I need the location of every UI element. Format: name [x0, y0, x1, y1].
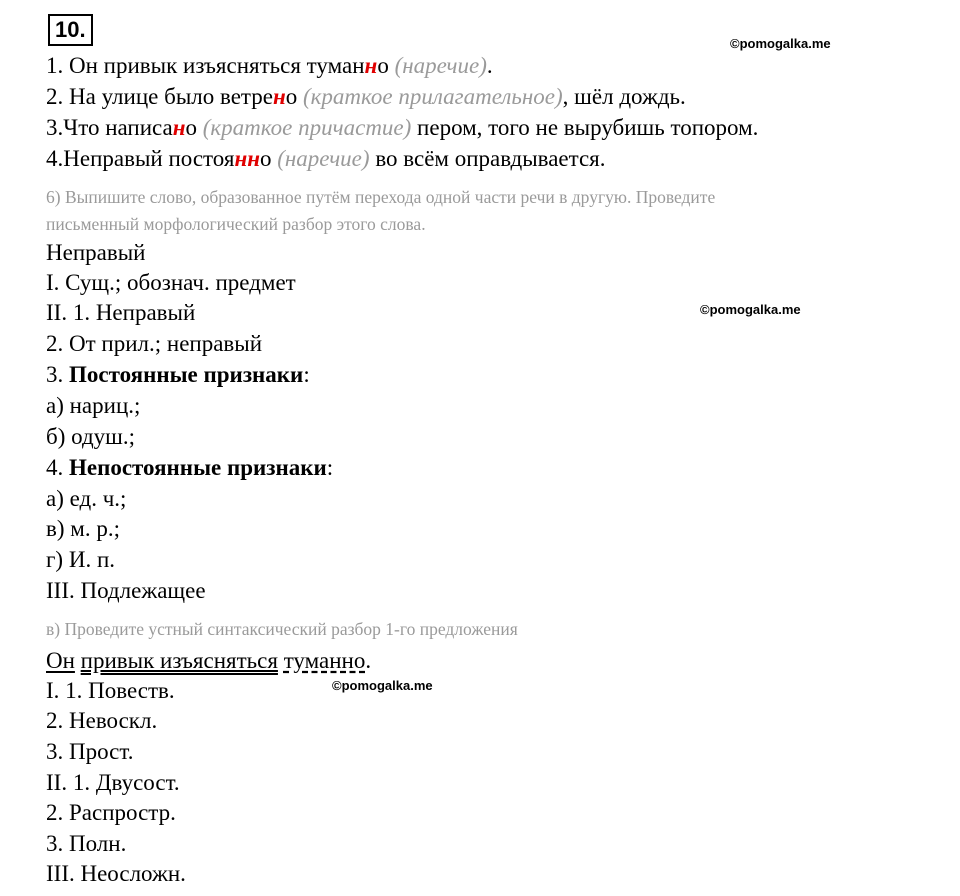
- sentence-text: во всём оправдывается.: [369, 146, 606, 171]
- sentence-text: о: [259, 146, 272, 171]
- colon: :: [303, 362, 310, 387]
- sentence-text: о: [185, 115, 198, 140]
- syntax-line: 3. Полн.: [46, 831, 127, 856]
- adverbial: туманно: [283, 648, 366, 673]
- syntax-line: 2. Невоскл.: [46, 708, 158, 733]
- morph-word: Неправый: [46, 240, 146, 265]
- morph-line: а) нариц.;: [46, 393, 141, 418]
- sentence-text: .: [486, 53, 493, 78]
- syntax-line: 3. Прост.: [46, 739, 134, 764]
- period: .: [365, 648, 372, 673]
- syntax-line: I. 1. Повеств.: [46, 678, 175, 703]
- part-of-speech-note: (наречие): [394, 53, 487, 78]
- morph-line: 2. От прил.; неправый: [46, 331, 263, 356]
- morph-line-constant-features: [46, 362, 310, 388]
- subject: Он: [46, 648, 75, 673]
- watermark: ©pomogalka.me: [700, 302, 801, 317]
- sentence-text: 2. На улице было ветре: [46, 84, 273, 109]
- sentence-text: о: [377, 53, 389, 78]
- part-of-speech-note: (краткое причастие): [202, 115, 412, 140]
- sentence-4: [46, 146, 606, 172]
- morph-line: в) м. р.;: [46, 516, 120, 541]
- sentence-text: о: [285, 84, 298, 109]
- syntax-line: 2. Распростр.: [46, 800, 176, 825]
- morph-line: г) И. п.: [46, 547, 116, 572]
- list-number: 4.: [46, 455, 69, 480]
- colon: :: [326, 455, 334, 480]
- predicate: привык изъясняться: [80, 648, 278, 673]
- syntax-line: III. Неосложн.: [46, 861, 186, 886]
- syntax-sentence: [46, 648, 371, 674]
- task-6-line-2: письменный морфологический разбор этого слова.: [46, 214, 426, 234]
- sentence-text: , шёл дождь.: [562, 84, 686, 109]
- part-of-speech-note: (наречие): [277, 146, 370, 171]
- sentence-1: [46, 53, 493, 79]
- section-heading: Постоянные признаки: [69, 362, 304, 387]
- list-number: 3.: [46, 362, 69, 387]
- sentence-2: [46, 84, 686, 110]
- morph-line: II. 1. Неправый: [46, 300, 196, 325]
- morph-line: III. Подлежащее: [46, 578, 206, 603]
- sentence-text: пером, того не вырубишь топором.: [411, 115, 759, 140]
- task-number-box: 10.: [48, 14, 93, 46]
- part-of-speech-note: (краткое прилагательное): [303, 84, 563, 109]
- syntax-line: II. 1. Двусост.: [46, 770, 180, 795]
- morph-line-variable-features: [46, 455, 333, 481]
- task-6-line-1: 6) Выпишите слово, образованное путём перехода одной части речи в другую. Проведите: [46, 187, 716, 207]
- sentence-3: [46, 115, 758, 141]
- morph-line: а) ед. ч.;: [46, 486, 127, 511]
- task-v: в) Проведите устный синтаксический разбор 1-го предложения: [46, 619, 518, 639]
- sentence-text: 3.Что написа: [46, 115, 173, 140]
- morph-line: б) одуш.;: [46, 424, 136, 449]
- spelling-highlight: н: [172, 115, 186, 140]
- spelling-highlight: нн: [234, 146, 260, 171]
- sentence-text: 1. Он привык изъясняться туман: [46, 53, 365, 78]
- spelling-highlight: н: [364, 53, 378, 78]
- watermark: ©pomogalka.me: [332, 678, 433, 693]
- section-heading: Непостоянные признаки: [69, 455, 327, 480]
- watermark: ©pomogalka.me: [730, 36, 831, 51]
- spelling-highlight: н: [272, 84, 286, 109]
- sentence-text: 4.Неправый постоя: [46, 146, 235, 171]
- morph-line: I. Сущ.; обознач. предмет: [46, 270, 296, 295]
